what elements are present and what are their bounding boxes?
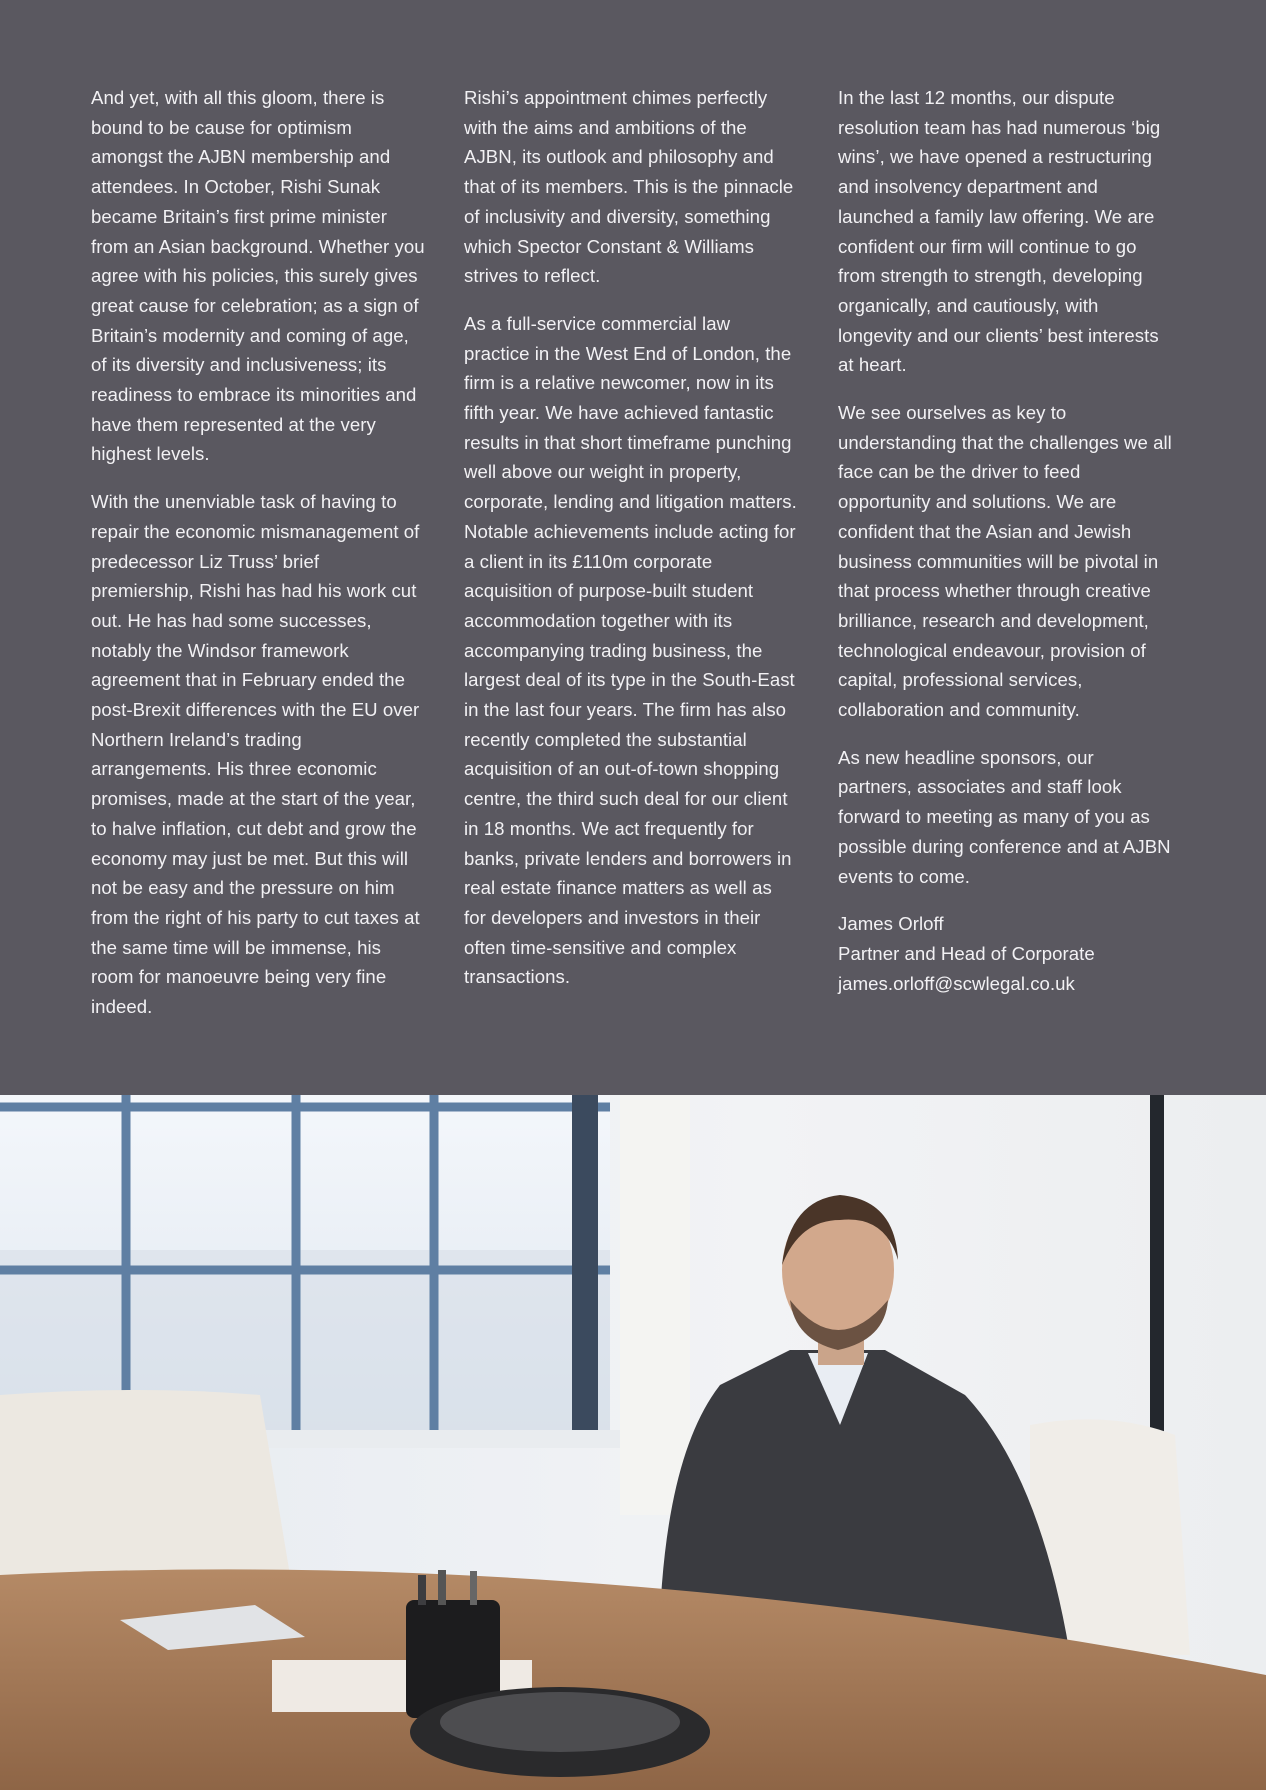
paragraph: With the unenviable task of having to repair the economic mismanagement of predecessor Liz Truss’ brief premiership, Rishi has had his work cut out. He has had some successes, notably the Windsor framework agreement that in February ended the post-Brexit differences with the EU over Northern Ireland’s trading arrangements. His three economic promises, made at the start of the year, to halve inflation, cut debt and grow the economy may just be met. But this will not be easy and the pressure on him from the right of his party to cut taxes at the same time will be immense, his room for manoeuvre being very fine indeed. bbox=[91, 491, 420, 1018]
article-column-1 bbox=[91, 83, 425, 1040]
paragraph: As new headline sponsors, our partners, associates and staff look forward to meeting as many of you as possible during conference and at AJBN events to come. bbox=[838, 746, 1171, 887]
paragraph: And yet, with all this gloom, there is bound to be cause for optimism amongst the AJBN membership and attendees. In October, Rishi Sunak became Britain’s first prime minister from an Asian background. Whether you agree with his policies, this surely gives great cause for celebration; as a sign of Britain’s modernity and coming of age, of its diversity and inclusiveness; its readiness to embrace its minorities and have them represented at the very highest levels. bbox=[91, 87, 425, 465]
left-chair bbox=[0, 1390, 290, 1595]
paragraph: We see ourselves as key to understanding that the challenges we all face can be the driver to feed opportunity and solutions. We are confident that the Asian and Jewish business communities will be pivotal in that process whether through creative brilliance, research and development, technological endeavour, provision of capital, professional services, collaboration and community. bbox=[838, 402, 1172, 721]
signature bbox=[838, 909, 1172, 998]
article-column-2 bbox=[464, 83, 798, 1010]
signature-name: James Orloff bbox=[838, 913, 944, 935]
photo-illustration bbox=[0, 1095, 1266, 1790]
signature-email[interactable]: james.orloff@scwlegal.co.uk bbox=[838, 972, 1075, 994]
signature-title: Partner and Head of Corporate bbox=[838, 942, 1095, 964]
paragraph: As a full-service commercial law practice in the West End of London, the firm is a relative newcomer, now in its fifth year. We have achieved fantastic results in that short timeframe punching well above our weight in property, corporate, lending and litigation matters. Notable achievements include acting for a client in its £110m corporate acquisition of purpose-built student accommodation together with its accompanying trading business, the largest deal of its type in the South-East in the last four years. The firm has also recently completed the substantial acquisition of an out-of-town shopping centre, the third such deal for our client in 18 months. We act frequently for banks, private lenders and borrowers in real estate finance matters as well as for developers and investors in their often time-sensitive and complex transactions. bbox=[464, 312, 797, 988]
paragraph: Rishi’s appointment chimes perfectly with the aims and ambitions of the AJBN, its outlook and philosophy and that of its members. This is the pinnacle of inclusivity and diversity, something which Spector Constant & Williams strives to reflect. bbox=[464, 87, 794, 287]
article-column-3 bbox=[838, 83, 1172, 998]
paragraph: In the last 12 months, our dispute resolution team has had numerous ‘big wins’, we have opened a restructuring and insolvency department and launched a family law offering. We are confident our firm will continue to go from strength to strength, developing organically, and cautiously, with longevity and our clients’ best interests at heart. bbox=[838, 87, 1161, 376]
office-portrait-photo bbox=[0, 1095, 1266, 1790]
